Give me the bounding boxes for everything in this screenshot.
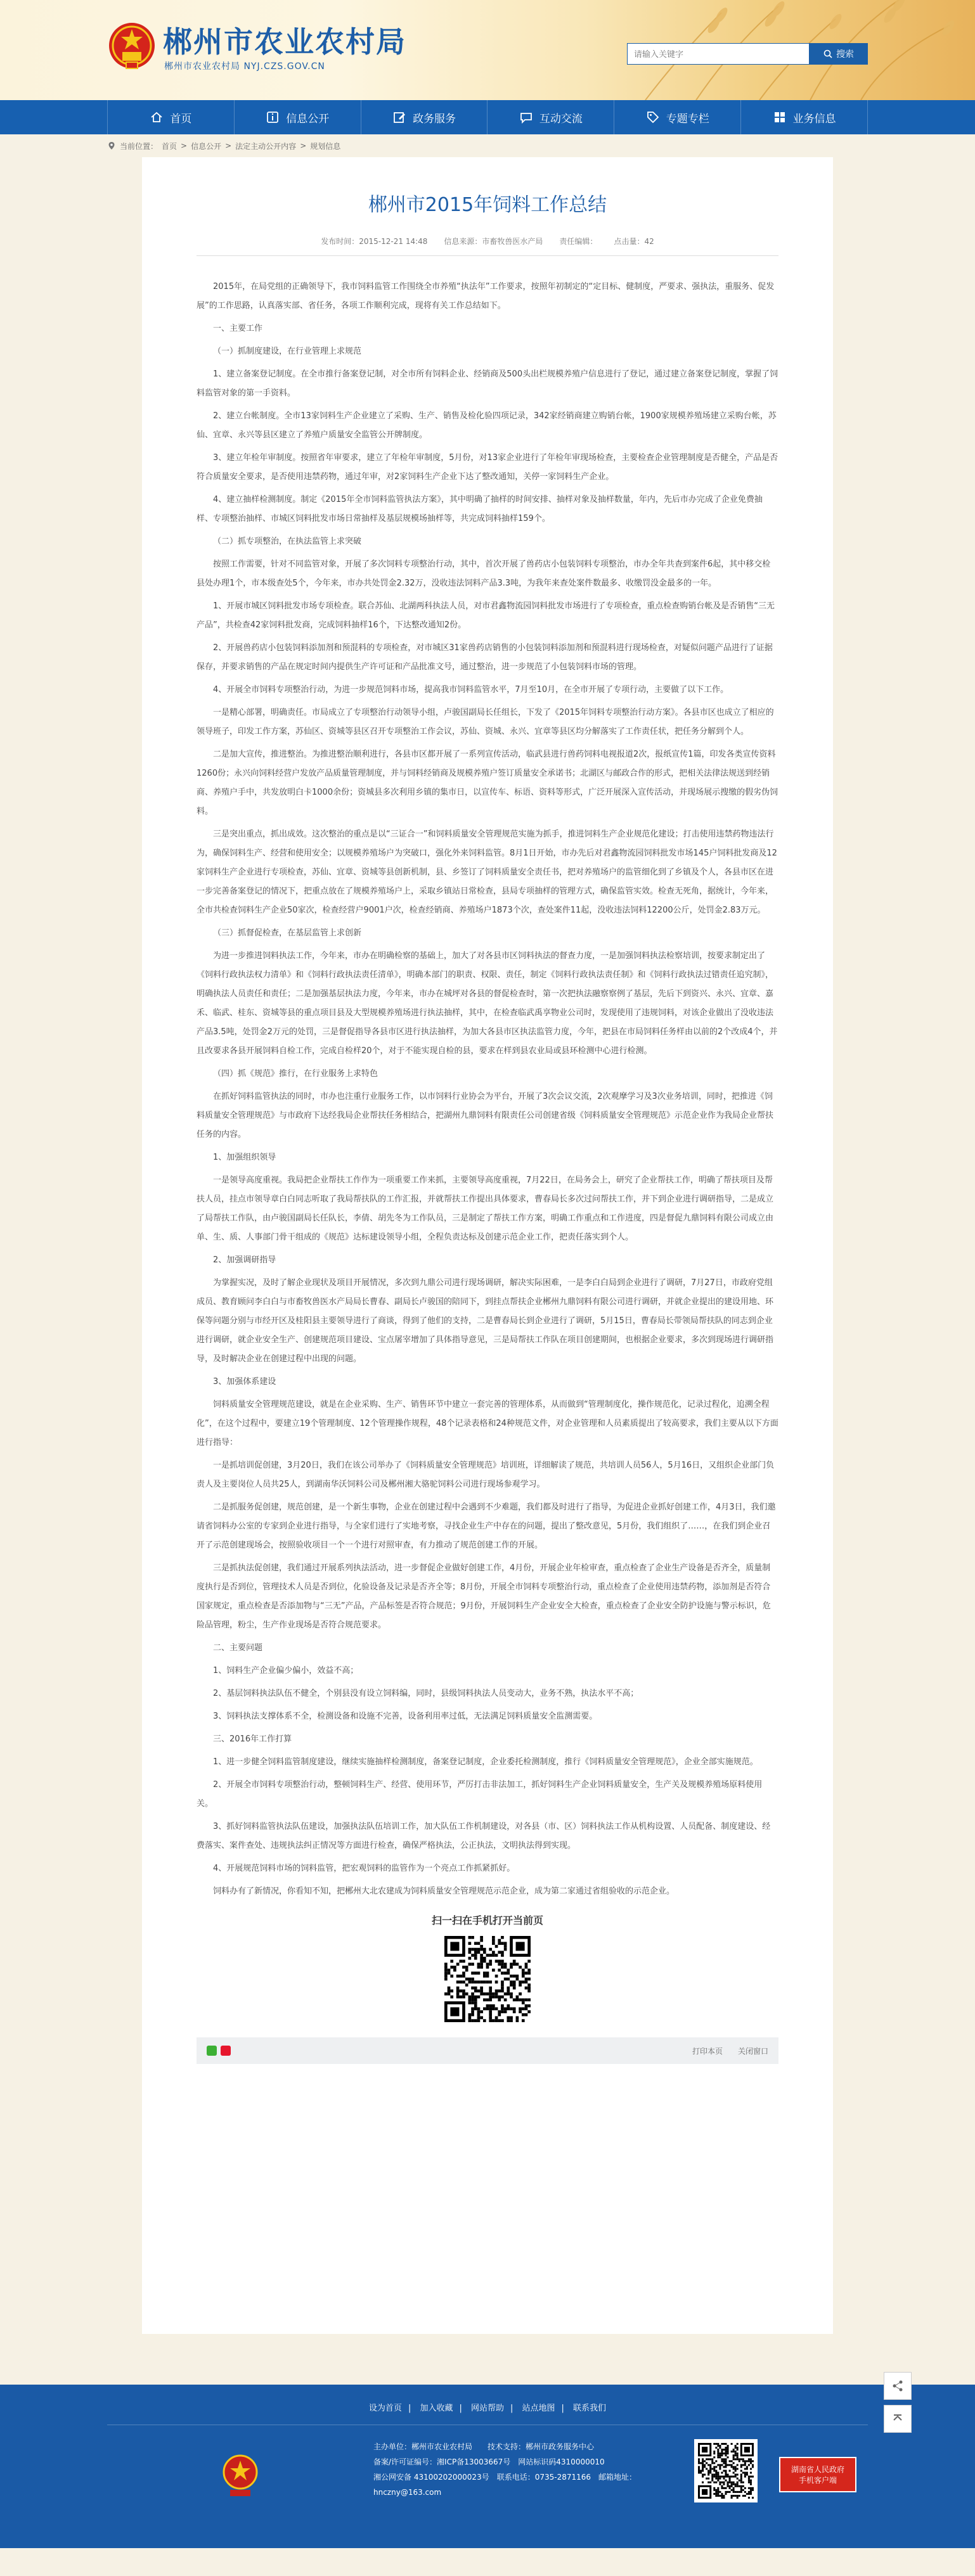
badge-title: 湖南省人民政府 [791, 2465, 844, 2474]
breadcrumb-separator: > [300, 141, 307, 150]
search-button-label: 搜索 [836, 49, 854, 59]
article-paragraph: 3、抓好饲料监管执法队伍建设，加强执法队伍培训工作，加大队伍工作机制建设，对各县（市、区）饲料执法工作从机构设置、人员配备、制度建设、经费落实、案件查处、违规执法纠正情况等方面进行检查，确保严格执法，公正执法，文明执法得到实现。 [197, 1822, 771, 1850]
article-title: 郴州市2015年饲料工作总结 [368, 194, 607, 216]
article-container [142, 157, 833, 2334]
article-paragraph: 1、加强组织领导 [213, 1153, 276, 1162]
share-icon[interactable] [884, 2372, 912, 2400]
meta-editor: 责任编辑： [559, 237, 598, 246]
article-paragraph: 一是精心部署，明确责任。市局成立了专项整治行动领导小组，卢骏国副局长任组长，下发了《2015年饲料专项整治行动方案》。各县市区也成立了相应的领导班子，印发工作方案，苏仙区、资城等县区召开专项整治工作会议，苏仙、资城、永兴、宜章等县区均分解落实了工作责任状，把任务分解到个人。 [197, 708, 774, 736]
breadcrumb-item-home[interactable]: 首页 [162, 141, 178, 151]
footer-host: 主办单位：郴州市农业农村局 技术支持：郴州市政务服务中心 [373, 2442, 595, 2451]
search-icon [823, 49, 832, 58]
footer-icp: 备案/许可证编号：湘ICP备13003667号 网站标识码4310000010 [373, 2457, 605, 2466]
article-paragraph: 2、开展全市饲料专项整治行动，整顿饲料生产、经营、使用环节，严厉打击非法加工，抓好饲料生产企业饲料质量安全，生产关及规模养殖场原料使用关。 [197, 1780, 763, 1809]
article-paragraph: （三）抓督促检查，在基层监管上求创新 [213, 928, 362, 938]
article-paragraph: 3、建立年检年审制度。按照省年审要求，建立了年检年审制度，5月份，对13家企业进行了年检年审现场检查，主要检查企业管理制度是否健全，产品是否符合质量安全要求，是否使用违禁药物，通过年审，对2家饲料生产企业下达了整改通知，关停一家饲料生产企业。 [197, 453, 778, 482]
article-paragraph: 2、基层饲料执法队伍不健全，个别县没有设立饲料编，同时，县级饲料执法人员变动大，业务不熟，执法水平不高； [213, 1689, 639, 1698]
qr-section [197, 1913, 778, 2022]
article-paragraph: 2、建立台帐制度。全市13家饲料生产企业建立了采购、生产、销售及检化验四项记录，342家经销商建立购销台帐，1900家规模养殖场建立采购台帐，苏仙、宜章、永兴等县区建立了养殖户质量安全监管公开牌制度。 [197, 411, 777, 440]
breadcrumb-separator: > [181, 141, 188, 150]
breadcrumb-item-legal[interactable]: 法定主动公开内容 [235, 141, 297, 151]
article-paragraph: 1、建立备案登记制度。在全市推行备案登记制，对全市所有饲料企业、经销商及500头出栏规模养殖户信息进行了登记，通过建立备案登记制度，掌握了饲料监管对象的第一手资料。 [197, 369, 778, 398]
article-paragraph: 一是抓培训促创建，3月20日，我们在该公司举办了《饲料质量安全管理规范》培训班，详细解读了规范，共培训人员56人，5月16日，又组织企业部门负责人及主要岗位人员共25人，到湖南华沃饲料公司及郴州湘大骆驼饲料公司进行现场参观学习。 [197, 1461, 775, 1489]
site-subtitle: 郴州市农业农村局 NYJ.CZS.GOV.CN [164, 61, 325, 72]
share-weibo-icon[interactable] [221, 2046, 231, 2056]
article-paragraph: 为掌握实况，及时了解企业现状及项目开展情况，多次到九鼎公司进行现场调研，解决实际困难，一是李白白局到企业进行了调研，7月27日，市政府党组成员、教育顾问李白白与市畜牧兽医水产局局长曹春、副局长卢骏国的陪同下，到挂点帮扶企业郴州九鼎饲料有限公司进行调研，并就企业提出的建设用地、环保等问题分别与市经开区及桂阳县主要领导进行了商谈，得到了他们的支持，二是曹春局长到企业进行了调研，5月15日，曹春局长带领局帮扶队的同志到企业进行调研，就企业安全生产、创建规范项目建设、宝点屠宰增加了具体指导意见，三是局帮扶工作队在项目创建期间，也根据企业要求，多次到现场进行调研指导，及时解决企业在创建过程中出现的问题。 [197, 1278, 774, 1364]
breadcrumb-item-plan[interactable]: 规划信息 [310, 141, 341, 151]
footer-qr [694, 2439, 758, 2502]
site-header [0, 0, 975, 100]
meta-source: 信息来源：市畜牧兽医水产局 [444, 237, 543, 246]
nav-item-special[interactable] [614, 100, 741, 134]
meta-date: 发布时间：2015-12-21 14:48 [321, 237, 428, 246]
main-nav [0, 100, 975, 134]
article-paragraph: 二是加大宣传，推进整治。为推进整治顺利进行，各县市区都开展了一系列宣传活动，临武县进行兽药饲料电视报道2次，报纸宣传1篇，印发各类宣传资料1260份；永兴向饲料经营户发放产品质量管理制度，并与饲料经销商及规模养殖户签订质量安全承诺书；北湖区与邮政合作的形式，把相关法律法规送到经销商、养殖户手中，共发放明白卡1000余份；资城县多次利用乡镇的集市日，以宣传车、标语、资料等形式，广泛开展深入宣传活动，并现场展示搜缴的假劣伪饲料。 [197, 750, 778, 816]
footer-link-favorite[interactable]: 加入收藏 [420, 2404, 453, 2413]
footer-link-sitemap[interactable]: 站点地图 [522, 2404, 555, 2413]
article-paragraph: 二、主要问题 [213, 1643, 263, 1653]
article-paragraph: 一是领导高度重视。我局把企业帮扶工作作为一项重要工作来抓，主要领导高度重视，7月22日，在局务会上，研究了企业帮扶工作，明确了帮扶项目及帮扶人员，挂点市领导章白白同志听取了我局帮扶队的工作汇报，并就帮扶工作提出具体要求，曹春局长多次过问帮扶工作，并下到企业进行调研指导，二是成立了局帮扶工作队，由卢骏国副局长任队长，李倩、胡先冬为工作队员，三是制定了帮扶工作方案，明确工作重点和工作进度，四是督促九鼎饲料有限公司成立由单、生、质、人事部门骨干组成的《规范》达标建设领导小组，全程负责达标及创建示范企业工作，把责任落实到个人。 [197, 1176, 774, 1242]
article-paragraph: 三是突出重点，抓出成效。这次整治的重点是以“三证合一”和饲料质量安全管理规范实施为抓手，推进饲料生产企业规范化建设；打击使用违禁药物违法行为，确保饲料生产、经营和使用安全；以规模养殖场户为突破口，强化外来饲料监管。8月1日开始，市办先后对君鑫物流园饲料批发市场145户饲料批发商及12家饲料生产企业进行专项检查，苏仙、宜章、资城等县创新机制，县、乡签订了饲料质量安全责任书，把对养殖场户的监管细化到了乡镇及个人，各县市区在进一步完善备案登记的情况下，把重点放在了规模养殖场户上，采取乡镇站日常检查，县局专项抽样的管理方式，确保监管实效。检查无死角，据统计，今年来，全市共检查饲料生产企业50家次，检查经营户9001户次，检查经销商、养殖场户1873个次，查处案件11起，没收违法饲料12200公斤，处罚金2.83万元。 [197, 830, 777, 915]
side-toolbar [884, 2372, 912, 2433]
share-wechat-icon[interactable] [207, 2046, 217, 2056]
home-icon [150, 110, 164, 124]
article-paragraph: （一）抓制度建设，在行业管理上求规范 [213, 347, 362, 356]
footer-police: 湘公网安备 43100202000023号 联系电话：0735-2871166 邮箱地址： [373, 2473, 637, 2482]
article-paragraph: 3、加强体系建设 [213, 1377, 276, 1387]
breadcrumb [107, 134, 868, 157]
article-paragraph: 三、2016年工作打算 [213, 1734, 292, 1744]
article-paragraph: 2、开展兽药店小包装饲料添加剂和预混料的专项检查，对市城区31家兽药店销售的小包装饲料添加剂和预混料进行现场检查，对疑似问题产品进行了证据保存，并要求销售的产品在规定时间内提供生产许可证和产品批准文号，通过整治，进一步规范了小包装饲料市场的管理。 [197, 643, 773, 672]
article-body [197, 278, 778, 1901]
nav-item-label: 业务信息 [792, 112, 836, 125]
location-icon [107, 141, 116, 150]
article-paragraph: 饲料办有了新情况，你看知不知，把郴州大北农建成为饲料质量安全管理规范示范企业，成为第二家通过省组验收的示范企业。 [213, 1887, 675, 1896]
article-actions [692, 2046, 768, 2056]
article-paragraph: （二）抓专项整治，在执法监管上求突破 [213, 537, 362, 546]
gov-app-badge[interactable] [779, 2457, 856, 2492]
article-paragraph: 1、进一步健全饲料监管制度建设，继续实施抽样检测制度，备案登记制度，企业委托检测制度，推行《饲料质量安全管理规范》，企业全部实施规范。 [213, 1757, 758, 1767]
breadcrumb-separator: > [225, 141, 232, 150]
back-to-top-icon[interactable] [884, 2405, 912, 2433]
footer-links: 设为首页 | 加入收藏 | 网站帮助 | 站点地图 | 联系我们 [107, 2385, 868, 2425]
edit-icon [392, 110, 406, 124]
article-paragraph: 1、饲料生产企业偏少偏小，效益不高； [213, 1666, 359, 1676]
footer-email[interactable]: hnczny@163.com [373, 2488, 442, 2497]
footer-info [107, 2425, 868, 2539]
article-paragraph: 4、建立抽样检测制度。制定《2015年全市饲料监管执法方案》，其中明确了抽样的时间安排、抽样对象及抽样数量，年内，先后市办完成了企业免费抽样、专项整治抽样、市城区饲料批发市场日常抽样及基层规模场抽样等，共完成饲料抽样159个。 [197, 495, 763, 523]
article-paragraph: 在抓好饲料监管执法的同时，市办也注重行业服务工作，以市饲料行业协会为平台，开展了3次会议交流，2次观摩学习及3次业务培训，同时，把推进《饲料质量安全管理规范》与市政府下达经我局企业帮扶任务相结合，把湖州九鼎饲料有限责任公司创建省级《饲料质量安全管理规范》示范企业作为我局企业帮扶任务的内容。 [197, 1092, 774, 1139]
share-bar [207, 2046, 231, 2056]
article-paragraph: 4、开展全市饲料专项整治行动，为进一步规范饲料市场，提高我市饲料监管水平，7月至10月，在全市开展了专项行动，主要做了以下工作。 [213, 685, 729, 695]
nav-item-label: 首页 [170, 112, 192, 125]
party-gov-seal-icon[interactable] [221, 2453, 259, 2497]
nav-item-label: 互动交流 [539, 112, 583, 125]
article-paragraph: 3、饲料执法支撑体系不全，检测设备和设施不完善，设备利用率过低，无法满足饲料质量安全监测需要。 [213, 1712, 598, 1721]
badge-subtitle: 手机客户端 [798, 2476, 837, 2485]
article-paragraph: 饲料质量安全管理规范建设，就是在企业采购、生产、销售环节中建立一套完善的管理体系，从而做到“管理制度化，操作规范化，记录过程化，追溯全程化”，在这个过程中，要建立19个管理制度、12个管理操作规程，48个记录表格和24种规范文件，对企业管理和人员素质提出了较高要求，我们主要从以下方面进行指导： [197, 1400, 778, 1447]
article-paragraph: 1、开展市城区饲料批发市场专项检查。联合苏仙、北湖两科执法人员，对市君鑫物流园饲料批发市场进行了专项检查，重点检查购销台帐及是否销售“三无产品”，共检查42家饲料批发商，完成饲料抽样16个，下达整改通知2份。 [197, 601, 775, 630]
nav-item-label: 信息公开 [286, 112, 330, 125]
footer-qr-code-icon [698, 2443, 754, 2499]
article-paragraph: 按照工作需要，针对不同监管对象，开展了多次饲料专项整治行动，其中，首次开展了兽药店小包装饲料专项整治，市办全年共查到案件6起，其中移交检县处办理1个，市本级查处5个，今年来，市办共处罚金2.32万，没收违法饲料产品3.3吨，为我年来查处案件数最多、收缴罚没金最多的一年。 [197, 560, 771, 588]
qr-caption: 扫一扫在手机打开当前页 [431, 1914, 543, 1926]
nav-item-gov-service[interactable] [361, 100, 488, 134]
article-meta [197, 236, 778, 256]
article-paragraph: 三是抓执法促创建，我们通过开展系列执法活动，进一步督促企业做好创建工作，4月份，开展企业年检审查，重点检查了企业生产设备是否齐全，质量制度执行是否到位，管理技术人员是否到位，化验设备及记录是否齐全等；8月份，开展全市饲料专项整治行动，重点检查了企业使用违禁药物，添加剂是否符合国家规定，重点检查是否添加物与“三无”产品，产品标签是否符合规范；9月份，开展饲料生产企业安全大检查，重点检查了企业安全防护设施与警示标识，危险品管理，粉尘，生产作业现场是否符合规范要求。 [197, 1563, 771, 1630]
nav-item-business[interactable] [741, 100, 868, 134]
nav-item-interaction[interactable] [487, 100, 614, 134]
info-icon [266, 110, 280, 124]
breadcrumb-prefix: 当前位置： [120, 141, 158, 151]
close-window-button[interactable]: 关闭窗口 [737, 2046, 768, 2056]
article-toolbar [197, 2037, 778, 2064]
chat-icon [519, 110, 533, 124]
article-paragraph: 二是抓服务促创建，规范创建，是一个新生事物，企业在创建过程中会遇到不少难题，我们都及时进行了指导，为促进企业抓好创建工作，4月3日，我们邀请省饲料办公室的专家到企业进行指导，与全家们进行了实地考察，寻找企业生产中存在的问题，提出了整改意见，5月份，我们组织了……，在我们到企业召开了示范创建现场会，按照验收项目一个一个进行对照审查，有力推动了规范创建工作的开展。 [197, 1503, 776, 1550]
search-input[interactable] [627, 43, 810, 65]
national-emblem-icon [107, 20, 157, 72]
qr-code-icon [444, 1936, 531, 2022]
footer-link-set-home[interactable]: 设为首页 [368, 2404, 402, 2413]
nav-item-label: 专题专栏 [666, 112, 709, 125]
nav-item-home[interactable] [107, 100, 235, 134]
article-paragraph: 为进一步推进饲料执法工作，今年来，市办在明确检察的基础上，加大了对各县市区饲料执法的督查力度，一是加强饲料执法检察培训，按要求制定出了《饲料行政执法权力清单》和《饲料行政执法责任清单》，明确本部门的职责、权限、责任，制定《饲料行政执法责任制》和《饲料行政执法过错责任追究制》，明确执法人员责任和责任；二是加强基层执法力度，今年来，市办在城坪对各县的督促检查时，第一次把执法融察察例了基层，先后下到资兴、永兴、宜章、嘉禾、临武、桂东、资城等县的重点项目县及大型规模养殖场进行执法抽样，其中，在检查临武禹享物业公司时，发现使用了违规饲料，对该企业做出了没收违法产品3.5吨，处罚金2万元的处罚，三是督促指导各县市区进行执法抽样，为加大各县市区执法监管力度，今年，把县在市局饲料任务样由以前的2个改成4个，并且改要求各县开展饲料自检工作，完成自检样20个，对于不能实现自检的县，要求在样到县农业局或县环检测中心进行检测。 [197, 951, 778, 1056]
site-footer [0, 2385, 975, 2548]
print-button[interactable]: 打印本页 [692, 2046, 723, 2056]
article-paragraph: 2、加强调研指导 [213, 1255, 276, 1265]
article-paragraph: （四）抓《规范》推行，在行业服务上求特色 [213, 1069, 378, 1079]
nav-item-info-public[interactable] [235, 100, 361, 134]
footer-link-help[interactable]: 网站帮助 [470, 2404, 504, 2413]
footer-text [373, 2439, 636, 2500]
article-paragraph: 4、开展规范饲料市场的饲料监管，把宏观饲料的监管作为一个亮点工作抓紧抓好。 [213, 1864, 515, 1873]
site-title[interactable]: 郴州市农业农村局 [163, 25, 406, 59]
tag-icon [646, 110, 660, 124]
search-button[interactable] [810, 43, 868, 65]
article-paragraph: 一、主要工作 [213, 324, 263, 333]
footer-link-contact[interactable]: 联系我们 [573, 2404, 607, 2413]
article-paragraph: 2015年，在局党组的正确领导下，我市饲料监管工作围绕全市养殖“执法年”工作要求，按照年初制定的“定目标、健制度，严要求、强执法，重服务、促发展”的工作思路，认真落实部、省任务，各项工作顺利完成，现将有关工作总结如下。 [197, 282, 775, 311]
nav-item-label: 政务服务 [413, 112, 456, 125]
meta-views: 点击量：42 [614, 237, 654, 246]
breadcrumb-item-info[interactable]: 信息公开 [191, 141, 222, 151]
grid-icon [773, 110, 787, 124]
search-bar [627, 43, 868, 65]
